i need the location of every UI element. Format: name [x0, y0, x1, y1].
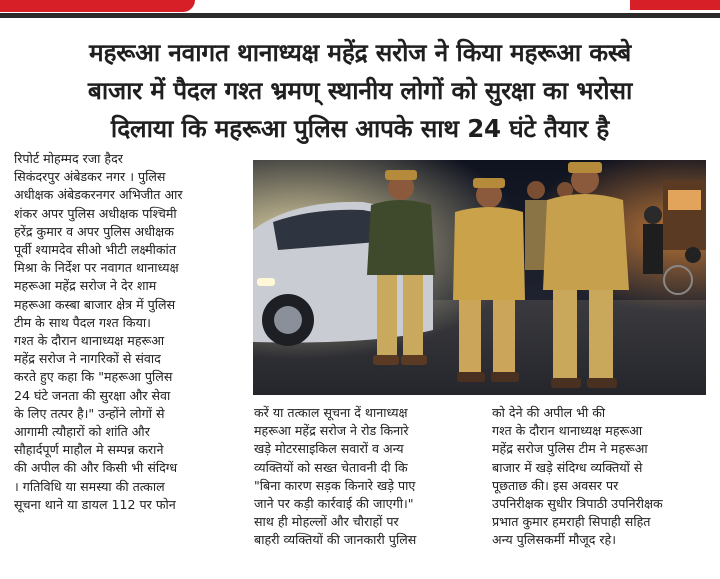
body-line: साथ ही मोहल्लों और चौराहों पर [254, 514, 399, 530]
body-line: को देने की अपील भी की [492, 405, 606, 420]
headline-line-3: दिलाया कि महरूआ पुलिस आपके साथ 24 घंटे तैयार है [110, 114, 610, 143]
body-line: सिकंदरपुर अंबेडकर नगर । पुलिस [14, 169, 166, 185]
headline-line-2: बाजार में पैदल गश्त भ्रमण् स्थानीय लोगों को सुरक्षा का भरोसा [87, 76, 633, 105]
body-line: महेंद्र सरोज ने नागरिकों से संवाद [14, 351, 161, 367]
body-line: महरूआ कस्बा बाजार क्षेत्र में पुलिस [14, 296, 176, 312]
byline: रिपोर्ट मोहम्मद रजा हैदर [14, 151, 123, 166]
body-line: जाने पर कड़ी कार्रवाई की जाएगी।" [254, 496, 414, 512]
body-line: की अपील की और किसी भी संदिग्ध [14, 460, 178, 476]
body-line: के लिए तत्पर है।" उन्होंने लोगों से [14, 405, 165, 421]
body-line: पूछताछ की। इस अवसर पर [492, 477, 619, 493]
body-line: गश्त के दौरान थानाध्यक्ष महरूआ [14, 333, 165, 349]
body-line: सौहार्दपूर्ण माहौल मे सम्पन्न कराने [14, 442, 164, 458]
body-line: महरूआ महेंद्र सरोज ने देर शाम [14, 278, 157, 294]
body-line: बाहरी व्यक्तियों की जानकारी पुलिस [254, 532, 417, 548]
photo-illustration [253, 160, 706, 395]
body-line: करते हुए कहा कि "महरूआ पुलिस [14, 369, 173, 385]
body-line: प्रभात कुमार हमराही सिपाही सहित [492, 514, 651, 530]
body-line: खड़े मोटरसाइकिल सवारों व अन्य [254, 441, 404, 457]
body-line: महेंद्र सरोज पुलिस टीम ने महरूआ [492, 441, 648, 457]
body-line: सूचना थाने या डायल 112 पर फोन [14, 496, 176, 512]
masthead-red-tab-right [630, 0, 720, 10]
body-line: अधीक्षक अंबेडकरनगर अभिजीत आर [14, 187, 183, 203]
body-line: हरेंद्र कुमार व अपर पुलिस अधीक्षक [14, 223, 174, 239]
body-line: अन्य पुलिसकर्मी मौजूद रहे। [492, 532, 617, 548]
masthead-rule [0, 13, 720, 18]
body-line: करें या तत्काल सूचना दें थानाध्यक्ष [254, 405, 408, 420]
article-column-1 [14, 150, 236, 514]
body-line: महरूआ महेंद्र सरोज ने रोड किनारे [254, 423, 409, 439]
body-line: उपनिरीक्षक सुधीर त्रिपाठी उपनिरीक्षक [492, 496, 663, 512]
body-line: आगामी त्यौहारों को शांति और [14, 424, 150, 440]
article-headline [14, 34, 706, 148]
body-line: टीम के साथ पैदल गश्त किया। [14, 314, 151, 330]
body-line: मिश्रा के निर्देश पर नवागत थानाध्यक्ष [14, 260, 179, 276]
masthead-red-tab-left [0, 0, 195, 12]
body-line: "बिना कारण सड़क किनारे खड़े पाए [254, 477, 416, 493]
police-patrol-photo [253, 160, 706, 395]
body-line: गश्त के दौरान थानाध्यक्ष महरूआ [492, 423, 643, 439]
body-line: शंकर अपर पुलिस अधीक्षक पश्चिमी [14, 205, 177, 221]
body-line: 24 घंटे जनता की सुरक्षा और सेवा [14, 387, 171, 403]
article-column-3 [492, 404, 712, 550]
body-line: । गतिविधि या समस्या की तत्काल [14, 478, 165, 494]
headline-line-1: महरूआ नवागत थानाध्यक्ष महेंद्र सरोज ने किया महरूआ कस्बे [89, 38, 631, 67]
body-line: व्यक्तियों को सख्त चेतावनी दी कि [254, 459, 408, 475]
body-line: पूर्वी श्यामदेव सीओ भीटी लक्ष्मीकांत [14, 242, 176, 258]
article-column-2 [254, 404, 476, 550]
body-line: बाजार में खड़े संदिग्ध व्यक्तियों से [492, 459, 643, 475]
